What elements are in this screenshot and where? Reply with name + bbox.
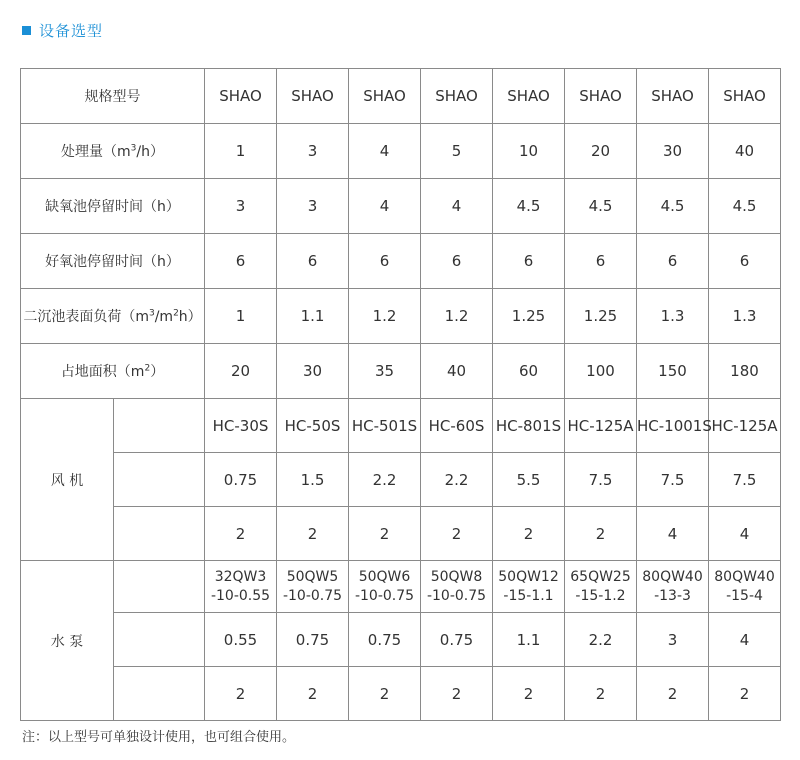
cell: 1.3 xyxy=(709,289,781,344)
section-title: 设备选型 xyxy=(39,21,104,40)
cell: 1.1 xyxy=(493,613,565,667)
cell: 1.2 xyxy=(421,289,493,344)
cell: 4.5 xyxy=(493,179,565,234)
cell: SHAO xyxy=(709,69,781,124)
cell: 180 xyxy=(709,344,781,399)
cell: 4 xyxy=(709,507,781,561)
cell: 40 xyxy=(709,124,781,179)
row-pump-qty xyxy=(21,667,781,721)
cell: 6 xyxy=(421,234,493,289)
cell: 7.5 xyxy=(637,453,709,507)
cell: 3 xyxy=(277,124,349,179)
pump-group-label: 水 泵 xyxy=(21,561,114,721)
cell: 2 xyxy=(709,667,781,721)
cell: SHAO xyxy=(205,69,277,124)
cell: 80QW40 -13-3 xyxy=(637,561,709,613)
cell: 1.1 xyxy=(277,289,349,344)
cell: 40 xyxy=(421,344,493,399)
row-label: 二沉池表面负荷$(m^3/m^2h)$ xyxy=(21,289,205,344)
cell: 5.5 xyxy=(493,453,565,507)
cell: 60 xyxy=(493,344,565,399)
cell: 20 xyxy=(205,344,277,399)
cell: 1 xyxy=(205,124,277,179)
cell: 50QW12 -15-1.1 xyxy=(493,561,565,613)
cell: 6 xyxy=(565,234,637,289)
cell: SHAO xyxy=(493,69,565,124)
cell: 6 xyxy=(493,234,565,289)
row-anoxic xyxy=(21,179,781,234)
blank-cell xyxy=(114,667,205,721)
cell: 3 xyxy=(277,179,349,234)
row-aerobic xyxy=(21,234,781,289)
cell: 1.25 xyxy=(493,289,565,344)
row-label: 处理量$(m^3/h)$ xyxy=(21,124,205,179)
blank-cell xyxy=(114,453,205,507)
cell: HC-60S xyxy=(421,399,493,453)
cell: 32QW3 -10-0.55 xyxy=(205,561,277,613)
cell: 0.55 xyxy=(205,613,277,667)
cell: 6 xyxy=(277,234,349,289)
cell: 3 xyxy=(637,613,709,667)
cell: 2 xyxy=(349,507,421,561)
row-blower-qty xyxy=(21,507,781,561)
square-bullet-icon xyxy=(22,26,31,35)
cell: HC-1001S xyxy=(637,399,709,453)
equipment-selection-table xyxy=(20,68,781,721)
cell: 50QW5 -10-0.75 xyxy=(277,561,349,613)
cell: 50QW6 -10-0.75 xyxy=(349,561,421,613)
row-capacity xyxy=(21,124,781,179)
cell: 65QW25 -15-1.2 xyxy=(565,561,637,613)
row-pump-power xyxy=(21,613,781,667)
cell: 2 xyxy=(277,507,349,561)
cell: 20 xyxy=(565,124,637,179)
cell: 2 xyxy=(493,507,565,561)
cell: 30 xyxy=(637,124,709,179)
cell: 1.2 xyxy=(349,289,421,344)
cell: 2.2 xyxy=(349,453,421,507)
row-area xyxy=(21,344,781,399)
blower-group-label: 风 机 xyxy=(21,399,114,561)
cell: 2 xyxy=(493,667,565,721)
cell: 4 xyxy=(349,124,421,179)
cell: 2 xyxy=(205,507,277,561)
cell: 3 xyxy=(205,179,277,234)
cell: HC-125A xyxy=(709,399,781,453)
cell: 50QW8 -10-0.75 xyxy=(421,561,493,613)
cell: 80QW40 -15-4 xyxy=(709,561,781,613)
cell: SHAO xyxy=(565,69,637,124)
cell: 0.75 xyxy=(205,453,277,507)
cell: 150 xyxy=(637,344,709,399)
section-heading xyxy=(22,18,103,42)
cell: 7.5 xyxy=(565,453,637,507)
cell: 4 xyxy=(421,179,493,234)
cell: 6 xyxy=(637,234,709,289)
cell: 0.75 xyxy=(349,613,421,667)
cell: 100 xyxy=(565,344,637,399)
cell: 0.75 xyxy=(421,613,493,667)
cell: HC-30S xyxy=(205,399,277,453)
cell: 35 xyxy=(349,344,421,399)
row-label: 规格型号 xyxy=(21,69,205,124)
blank-cell xyxy=(114,507,205,561)
row-model xyxy=(21,69,781,124)
cell: SHAO xyxy=(637,69,709,124)
cell: 10 xyxy=(493,124,565,179)
cell: HC-501S xyxy=(349,399,421,453)
cell: 1.5 xyxy=(277,453,349,507)
cell: HC-125A xyxy=(565,399,637,453)
cell: HC-801S xyxy=(493,399,565,453)
blank-cell xyxy=(114,399,205,453)
cell: 1.3 xyxy=(637,289,709,344)
cell: 4 xyxy=(709,613,781,667)
cell: 6 xyxy=(709,234,781,289)
cell: SHAO xyxy=(277,69,349,124)
cell: 1 xyxy=(205,289,277,344)
cell: 4.5 xyxy=(709,179,781,234)
cell: 2 xyxy=(277,667,349,721)
cell: 2 xyxy=(349,667,421,721)
cell: HC-50S xyxy=(277,399,349,453)
cell: 6 xyxy=(205,234,277,289)
cell: 2 xyxy=(421,507,493,561)
cell: 30 xyxy=(277,344,349,399)
cell: 2.2 xyxy=(421,453,493,507)
row-label: 占地面积$(m^2)$ xyxy=(21,344,205,399)
cell: 7.5 xyxy=(709,453,781,507)
cell: 4 xyxy=(637,507,709,561)
row-pump-model xyxy=(21,561,781,613)
cell: 1.25 xyxy=(565,289,637,344)
row-label: 好氧池停留时间（h） xyxy=(21,234,205,289)
cell: 2 xyxy=(565,667,637,721)
cell: 0.75 xyxy=(277,613,349,667)
cell: 6 xyxy=(349,234,421,289)
footnote: 注：以上型号可单独设计使用，也可组合使用。 xyxy=(22,730,296,745)
row-label: 缺氧池停留时间（h） xyxy=(21,179,205,234)
cell: SHAO xyxy=(349,69,421,124)
cell: 2 xyxy=(637,667,709,721)
cell: 4.5 xyxy=(637,179,709,234)
row-clarifier xyxy=(21,289,781,344)
cell: 4.5 xyxy=(565,179,637,234)
row-blower-model xyxy=(21,399,781,453)
cell: 2 xyxy=(565,507,637,561)
blank-cell xyxy=(114,561,205,613)
cell: 2 xyxy=(205,667,277,721)
cell: 4 xyxy=(349,179,421,234)
blank-cell xyxy=(114,613,205,667)
row-blower-power xyxy=(21,453,781,507)
cell: SHAO xyxy=(421,69,493,124)
cell: 2.2 xyxy=(565,613,637,667)
cell: 2 xyxy=(421,667,493,721)
cell: 5 xyxy=(421,124,493,179)
